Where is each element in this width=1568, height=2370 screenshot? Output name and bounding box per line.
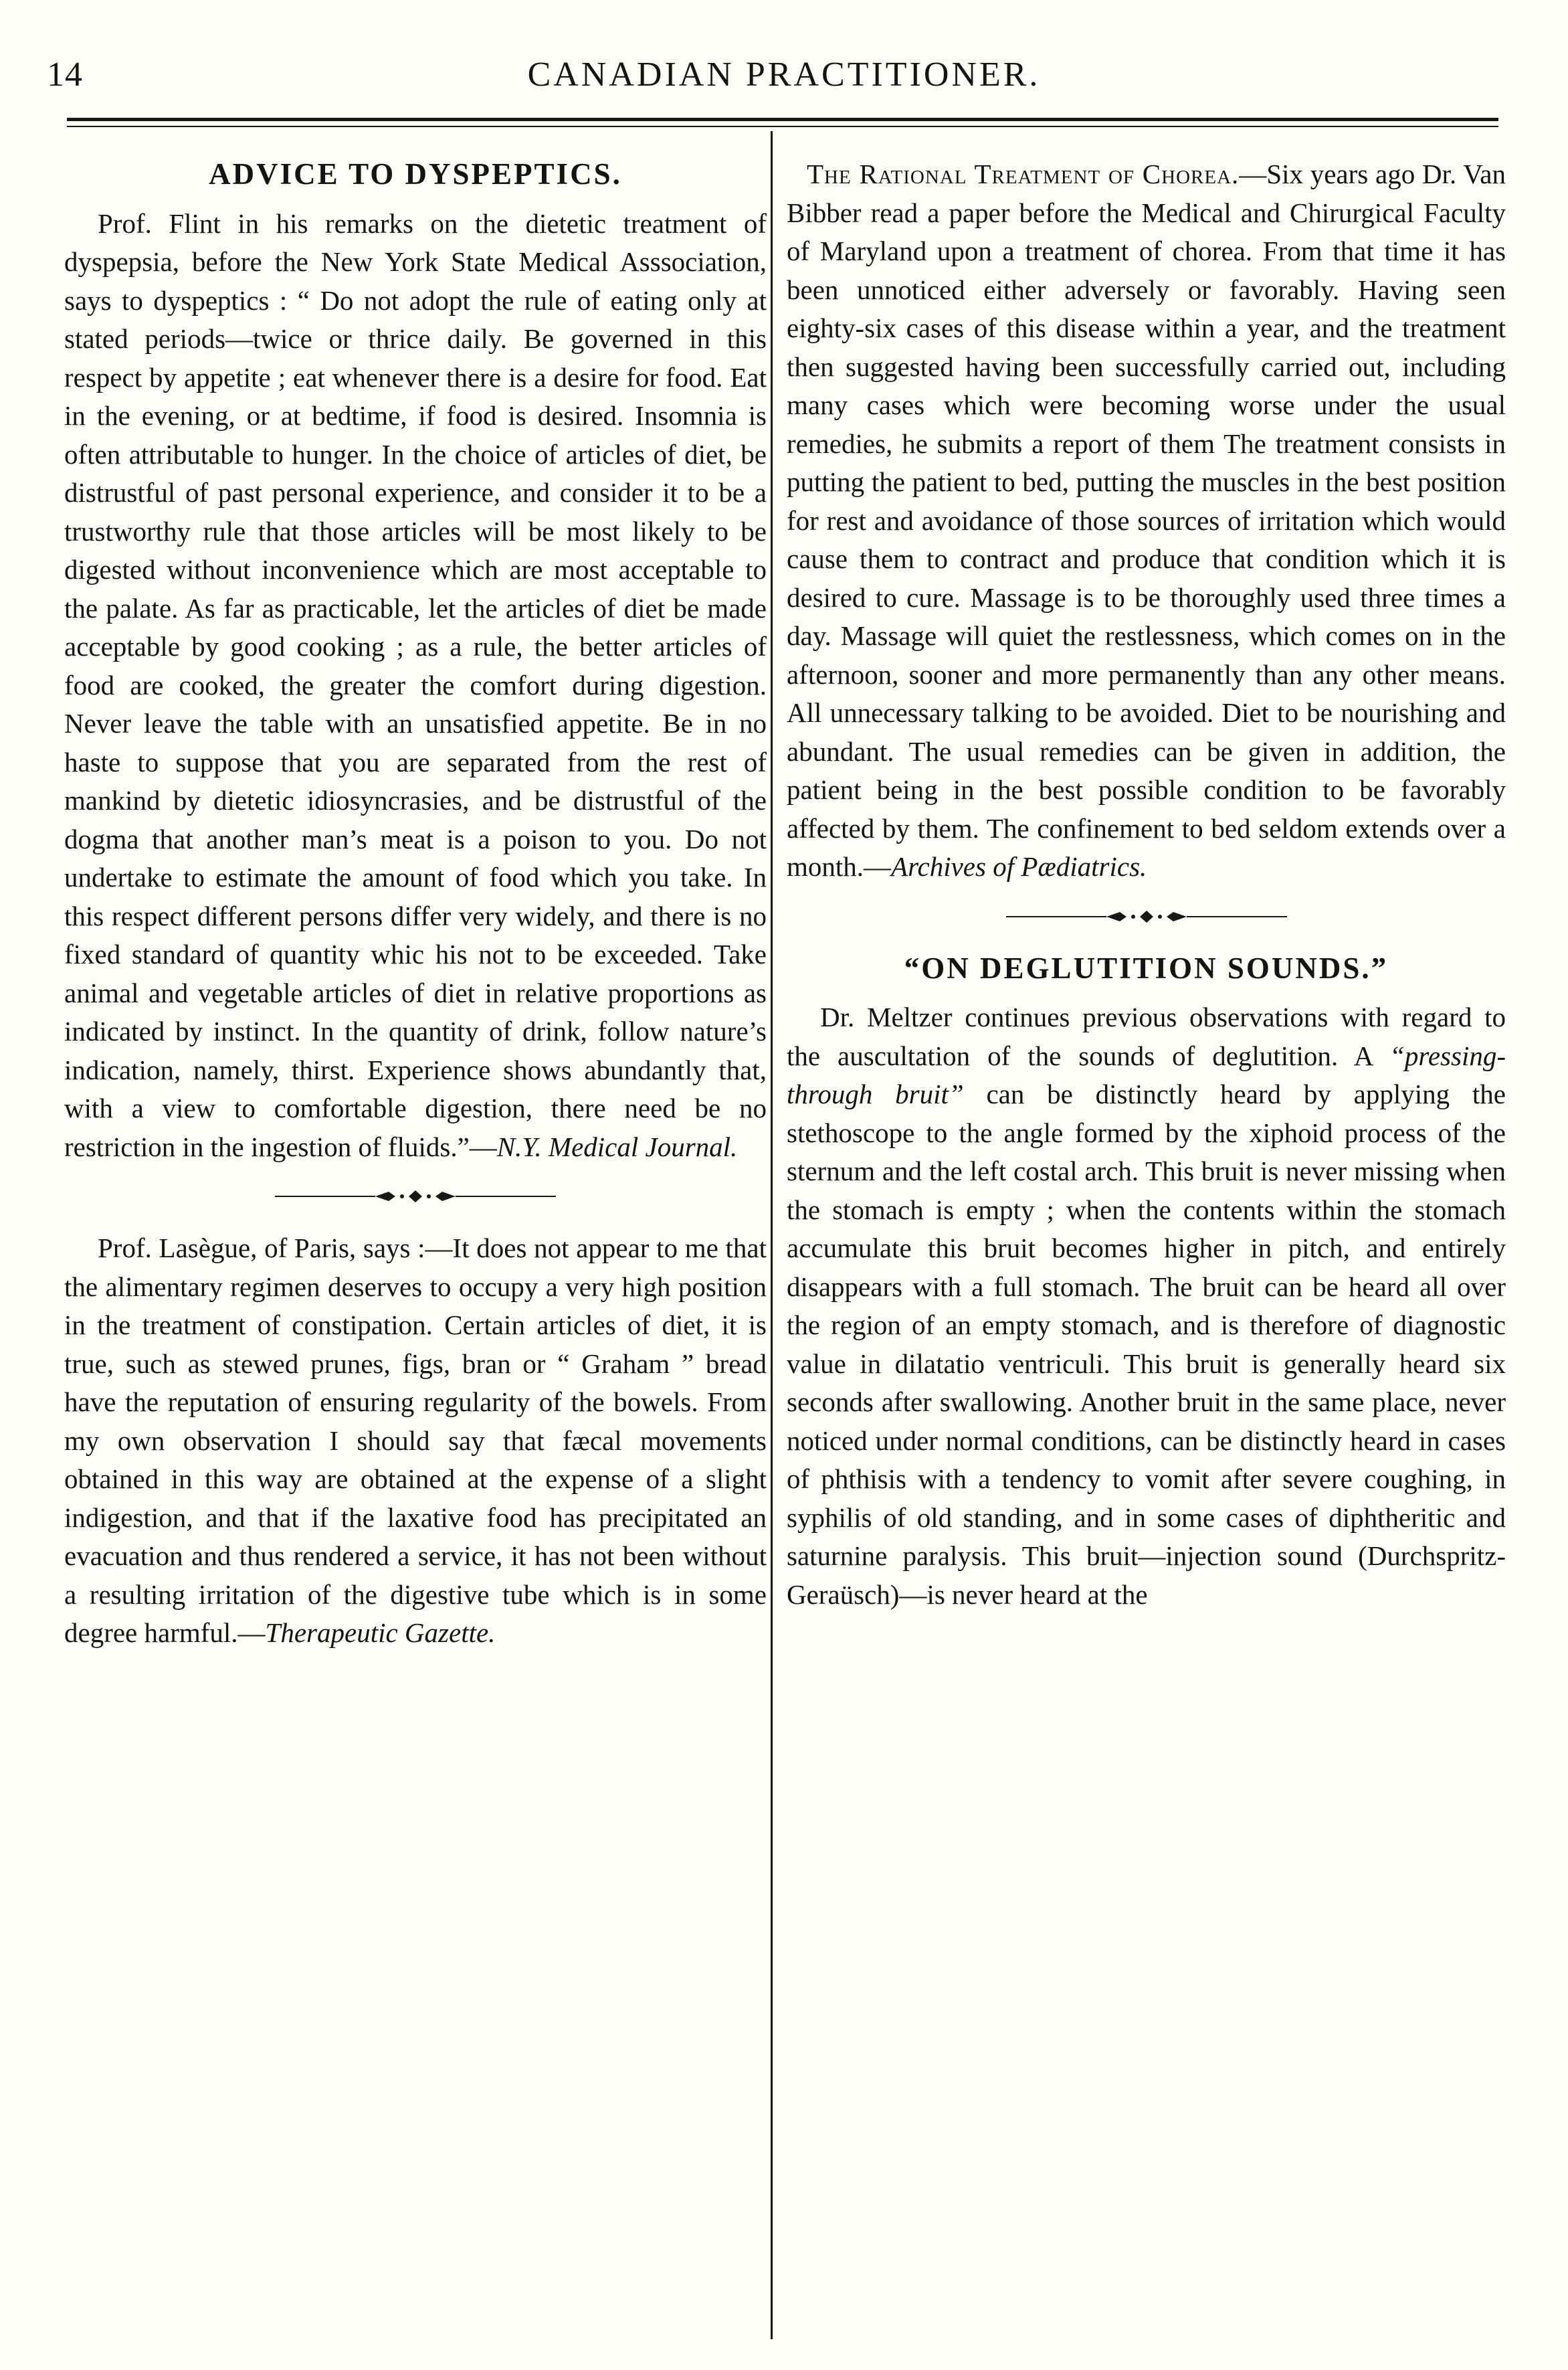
article-term: “pressing-through bruit” xyxy=(787,1040,1506,1109)
article-source: N.Y. Medical Journal. xyxy=(496,1131,738,1162)
article-body-chorea xyxy=(787,155,1506,887)
article-text: Prof. Lasègue, of Paris, says :—It does not appear to me that the alimentary regimen deserves to occupy a very high position in the treatment of constipation. Certain articles of diet, it is true, such as stewed prunes, figs, bran or “ Graham ” bread have the reputation of ensuring regularity of the bowels. From my own observation I should say that fæcal movements obtained in this way are obtained at the expense of a slight indigestion, and that if the laxative food has precipitated an evacuation and thus rendered a service, it has not been without a resulting irritation of the digestive tube which is in some degree harmful.— xyxy=(64,1233,767,1648)
page-header xyxy=(0,55,1568,122)
article-body-deglutition xyxy=(787,998,1506,1614)
article-source: Archives of Pædiatrics. xyxy=(891,851,1147,882)
column-divider xyxy=(771,131,773,2339)
right-column xyxy=(787,155,1506,1614)
page-number: 14 xyxy=(47,56,83,94)
article-text: —Six years ago Dr. Van Bibber read a paper before the Medical and Chirurgical Faculty of Maryland upon a treatment of chorea. From that time it has been unnoticed either adversely or favorably. Having seen eighty-six cases of this disease within a year, and the treatment then suggested having been successfully carried out, including many cases which were becoming worse under the usual remedies, he submits a report of them The treatment consists in putting the patient to bed, putting the muscles in the best position for rest and avoidance of those sources of irritation which would cause them to contract and produce that condition which it is desired to cure. Massage is to be thoroughly used three times a day. Massage will quiet the restlessness, which comes on in the afternoon, sooner and more permanently than any other means. All unnecessary talking to be avoided. Diet to be nourishing and abundant. The usual remedies can be given in addition, the patient being in the best possible condition to be favorably affected by them. The confinement to bed seldom extends over a month.— xyxy=(787,159,1506,882)
article-text: Dr. Meltzer continues previous observations with regard to the auscultation of the sounds of deglutition. A xyxy=(787,1002,1506,1071)
running-title: CANADIAN PRACTITIONER. xyxy=(527,56,1041,94)
article-heading-dyspeptics: ADVICE TO DYSPEPTICS. xyxy=(209,157,622,191)
article-body-constipation xyxy=(64,1229,767,1653)
header-rule-thick xyxy=(67,118,1498,121)
run-in-title: The Rational Treatment of Chorea. xyxy=(807,159,1240,189)
article-source: Therapeutic Gazette. xyxy=(265,1617,496,1648)
article-heading-deglutition: “ON DEGLUTITION SOUNDS.” xyxy=(904,951,1389,985)
section-ornament xyxy=(275,1188,556,1205)
article-body-dyspeptics xyxy=(64,205,767,1167)
left-column xyxy=(64,155,767,1653)
article-text: Prof. Flint in his remarks on the dietetic treatment of dyspepsia, before the New York State Medical Asssociation, says to dyspeptics : “ Do not adopt the rule of eating only at stated periods—twice or thrice daily. Be governed in this respect by appetite ; eat whenever there is a desire for food. Eat in the evening, or at bedtime, if food is desired. Insomnia is often attributable to hunger. In the choice of articles of diet, be distrustful of past personal experience, and consider it to be a trustworthy rule that those articles will be most likely to be digested without inconvenience which are most acceptable to the palate. As far as practicable, let the articles of diet be made acceptable by good cooking ; as a rule, the better articles of food are cooked, the greater the comfort during digestion. Never leave the table with an unsatisfied appetite. Be in no haste to suppose that you are separated from the rest of mankind by dietetic idiosyncrasies, and be distrustful of the dogma that another man’s meat is a poison to you. Do not undertake to estimate the amount of food which you take. In this respect different persons differ very widely, and there is no fixed standard of quantity whic his not to be exceeded. Take animal and vegetable articles of diet in relative proportions as indicated by instinct. In the quantity of drink, follow nature’s indication, namely, thirst. Experience shows abundantly that, with a view to comfortable digestion, there need be no restriction in the ingestion of fluids.”— xyxy=(64,207,767,1162)
section-ornament xyxy=(1006,908,1287,925)
article-text: can be distinctly heard by applying the stethoscope to the angle formed by the xiphoid process of the sternum and the left costal arch. This bruit is never missing when the stomach is empty ; when the contents within the stomach accumulate this bruit becomes higher in pitch, and entirely disappears with a full stomach. The bruit can be heard all over the region of an empty stomach, and is therefore of diagnostic value in dilatatio ventriculi. This bruit is generally heard six seconds after swallowing. Another bruit in the same place, never noticed under normal conditions, can be distinctly heard in cases of phthisis with a tendency to vomit after severe coughing, in syphilis of old standing, and in some cases of diphtheritic and saturnine paralysis. This bruit—injection sound (Durchspritz-Geraüsch)—is never heard at the xyxy=(787,1079,1506,1610)
header-rule-thin xyxy=(67,126,1498,127)
